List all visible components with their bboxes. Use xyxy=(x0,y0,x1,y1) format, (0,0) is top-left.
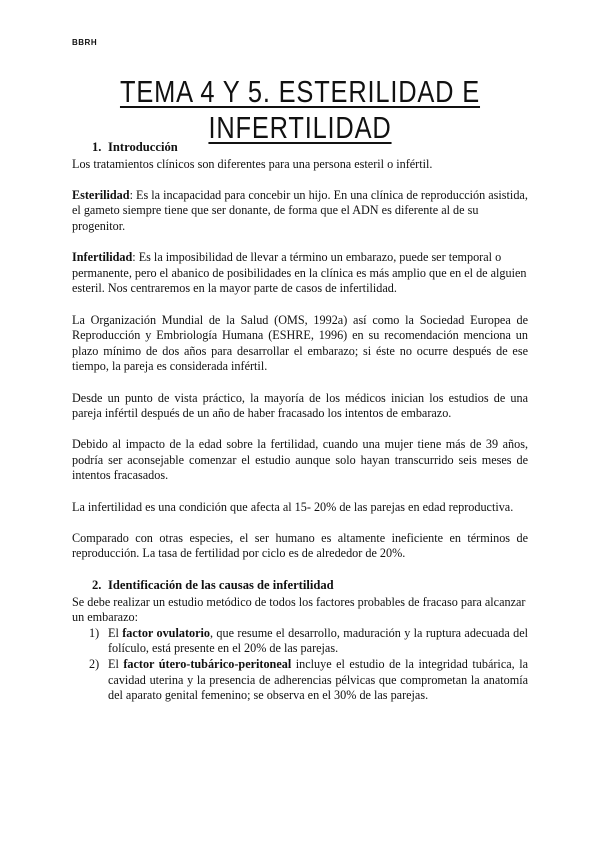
section-2-intro: Se debe realizar un estudio metódico de todos los factores probables de fracaso para alcanzar un embarazo: xyxy=(72,594,526,625)
edad-paragraph: Debido al impacto de la edad sobre la fertilidad, cuando una mujer tiene más de 39 años, podría ser aconsejable comenzar el estudio aunque solo hayan transcurrido seis meses de intentos fracasados. xyxy=(72,437,528,483)
condicion-paragraph: La infertilidad es una condición que afecta al 15- 20% de las parejas en edad reproductiva. xyxy=(72,499,514,514)
list-item: 1) El factor ovulatorio, que resume el desarrollo, maduración y la ruptura adecuada del folículo, está presente en el 20% de las parejas. xyxy=(89,625,529,656)
factors-list xyxy=(72,626,528,704)
infertilidad-term: Infertilidad xyxy=(72,250,133,265)
document-body xyxy=(72,140,528,704)
practico-paragraph: Desde un punto de vista práctico, la mayoría de los médicos inician los estudios de una pareja infértil después de un año de haber fracasado los intentos de embarazo. xyxy=(72,390,528,421)
infertilidad-paragraph: Infertilidad: Es la imposibilidad de llevar a término un embarazo, puede ser temporal o permanente, pero el abanico de posibilidades en la clínica es más amplio que en el de alguien esteril. Nos centraremos en la mayor parte de casos de infertilidad. xyxy=(72,250,527,296)
list-item: 2) El factor útero-tubárico-peritoneal incluye el estudio de la integridad tubárica, la cavidad uterina y la presencia de adherencias pélvicas que comprometan la anatomía del aparato genital femenino; se observa en el 30% de las parejas. xyxy=(89,657,528,703)
especies-paragraph: Comparado con otras especies, el ser humano es altamente ineficiente en términos de reproducción. La tasa de fertilidad por ciclo es de alrededor de 20%. xyxy=(72,530,528,561)
section-2-heading: 2. Identificación de las causas de infertilidad xyxy=(92,578,334,593)
page-title: TEMA 4 Y 5. ESTERILIDAD E INFERTILIDAD xyxy=(119,74,481,145)
esterilidad-term: Esterilidad xyxy=(72,187,130,202)
oms-paragraph: La Organización Mundial de la Salud (OMS, 1992a) así como la Sociedad Europea de Reproducción y Embriología Humana (ESHRE, 1996) en su recomendación menciona un plazo mínimo de dos años para desarrollar el embarazo; si éste no ocurre después de ese tiempo, la pareja es considerada infértil. xyxy=(72,312,528,374)
page-header: BBRH xyxy=(72,38,98,47)
esterilidad-paragraph: Esterilidad: Es la incapacidad para concebir un hijo. En una clínica de reproducción asistida, el gameto siempre tiene que ser donante, de forma que el ADN es diferente al de su progenitor. xyxy=(72,187,528,233)
intro-paragraph: Los tratamientos clínicos son diferentes para una persona esteril o infértil. xyxy=(72,156,433,171)
section-1-heading: 1. Introducción xyxy=(92,140,178,154)
